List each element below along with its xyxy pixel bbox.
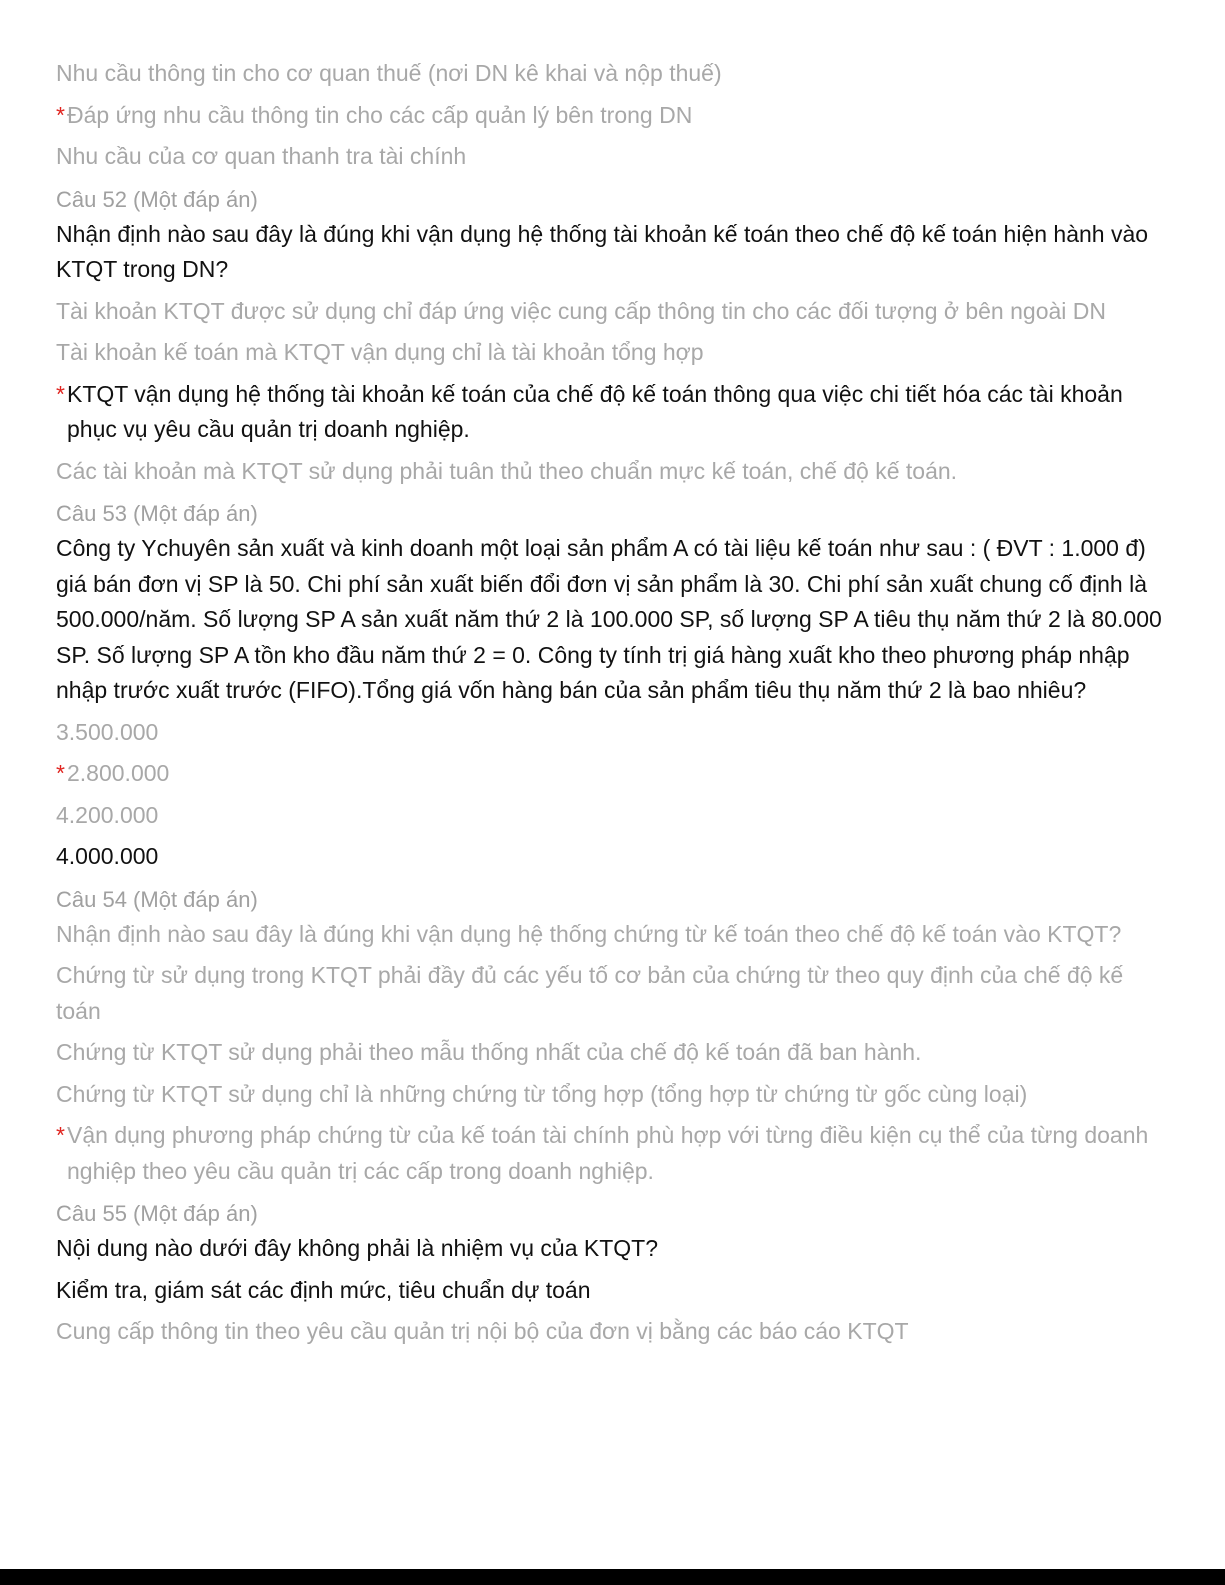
question-55 <box>56 1199 1166 1350</box>
question-header: Câu 55 (Một đáp án) <box>56 1201 258 1226</box>
answer-option[interactable] <box>56 958 1166 1029</box>
previous-question-options <box>56 56 1166 175</box>
correct-answer-marker: * <box>56 101 65 128</box>
answer-option-marked[interactable] <box>56 1118 1166 1189</box>
answer-option[interactable] <box>56 294 1166 330</box>
answer-option-text: Kiểm tra, giám sát các định mức, tiêu chuẩn dự toán <box>56 1276 591 1303</box>
answer-option-text: Cung cấp thông tin theo yêu cầu quản trị nội bộ của đơn vị bằng các báo cáo KTQT <box>56 1318 909 1344</box>
answer-option-marked[interactable] <box>56 377 1166 448</box>
answer-option[interactable] <box>56 839 1166 875</box>
answer-option[interactable] <box>56 335 1166 371</box>
answer-option-marked[interactable] <box>56 756 1166 792</box>
answer-option-text: Các tài khoản mà KTQT sử dụng phải tuân thủ theo chuẩn mực kế toán, chế độ kế toán. <box>56 457 958 484</box>
answer-option-text: Vận dụng phương pháp chứng từ của kế toán tài chính phù hợp với từng điều kiện cụ thể của từng doanh nghiệp theo yêu cầu quản trị các cấp trong doanh nghiệp. <box>67 1122 1149 1184</box>
answer-option-text: Nhu cầu thông tin cho cơ quan thuế (nơi DN kê khai và nộp thuế) <box>56 60 722 86</box>
question-header: Câu 54 (Một đáp án) <box>56 886 258 912</box>
question-53 <box>56 499 1166 875</box>
question-52 <box>56 185 1166 490</box>
correct-answer-marker: * <box>56 380 65 407</box>
quiz-document <box>56 56 1166 1356</box>
question-54 <box>56 885 1166 1190</box>
answer-option-text: Chứng từ KTQT sử dụng phải theo mẫu thống nhất của chế độ kế toán đã ban hành. <box>56 1039 922 1065</box>
answer-option-text: Đáp ứng nhu cầu thông tin cho các cấp quản lý bên trong DN <box>67 101 693 128</box>
answer-option[interactable] <box>56 715 1166 751</box>
question-text: Công ty Ychuyên sản xuất và kinh doanh một loại sản phẩm A có tài liệu kế toán như sau : ( ĐVT : 1.000 đ) giá bán đơn vị SP là 50. Chi phí sản xuất biến đổi đơn vị sản phẩm là 30. Chi phí sản xuất chung cố định là 500.000/năm. Số lượng SP A sản xuất năm thứ 2 là 100.000 SP, số lượng SP A tiêu thụ năm thứ 2 là 80.000 SP. Số lượng SP A tồn kho đầu năm thứ 2 = 0. Công ty tính trị giá hàng xuất kho theo phương pháp nhập nhập trước xuất trước (FIFO).Tổng giá vốn hàng bán của sản phẩm tiêu thụ năm thứ 2 là bao nhiêu? <box>56 535 1162 703</box>
correct-answer-marker: * <box>56 760 65 786</box>
answer-option-text: Tài khoản KTQT được sử dụng chỉ đáp ứng việc cung cấp thông tin cho các đối tượng ở bên ngoài DN <box>56 297 1106 324</box>
answer-option[interactable] <box>56 139 1166 175</box>
answer-option-text: 3.500.000 <box>56 718 159 745</box>
answer-option[interactable] <box>56 1314 1166 1350</box>
question-text: Nội dung nào dưới đây không phải là nhiệm vụ của KTQT? <box>56 1235 658 1261</box>
question-text: Nhận định nào sau đây là đúng khi vận dụng hệ thống chứng từ kế toán theo chế độ kế toán vào KTQT? <box>56 920 1122 947</box>
answer-option[interactable] <box>56 1077 1166 1113</box>
bottom-bar <box>0 1569 1225 1585</box>
answer-option[interactable] <box>56 798 1166 834</box>
question-header: Câu 52 (Một đáp án) <box>56 186 258 212</box>
question-text: Nhận định nào sau đây là đúng khi vận dụng hệ thống tài khoản kế toán theo chế độ kế toán hiện hành vào KTQT trong DN? <box>56 220 1149 282</box>
answer-option-text: Chứng từ sử dụng trong KTQT phải đầy đủ các yếu tố cơ bản của chứng từ theo quy định của chế độ kế toán <box>56 962 1124 1024</box>
answer-option[interactable] <box>56 1035 1166 1071</box>
question-header: Câu 53 (Một đáp án) <box>56 501 258 526</box>
answer-option-text: 4.000.000 <box>56 843 159 869</box>
answer-option-text: Chứng từ KTQT sử dụng chỉ là những chứng từ tổng hợp (tổng hợp từ chứng từ gốc cùng loại) <box>56 1080 1028 1107</box>
answer-option-text: Tài khoản kế toán mà KTQT vận dụng chỉ là tài khoản tổng hợp <box>56 339 704 365</box>
answer-option[interactable] <box>56 1273 1166 1309</box>
answer-option-text: Nhu cầu của cơ quan thanh tra tài chính <box>56 143 467 169</box>
answer-option[interactable] <box>56 56 1166 92</box>
answer-option-text: 2.800.000 <box>67 760 170 786</box>
answer-option-marked[interactable] <box>56 98 1166 134</box>
answer-option-text: 4.200.000 <box>56 801 159 828</box>
correct-answer-marker: * <box>56 1122 65 1148</box>
answer-option[interactable] <box>56 454 1166 490</box>
answer-option-text: KTQT vận dụng hệ thống tài khoản kế toán của chế độ kế toán thông qua việc chi tiết hóa các tài khoản phục vụ yêu cầu quản trị doanh nghiệp. <box>67 380 1123 442</box>
